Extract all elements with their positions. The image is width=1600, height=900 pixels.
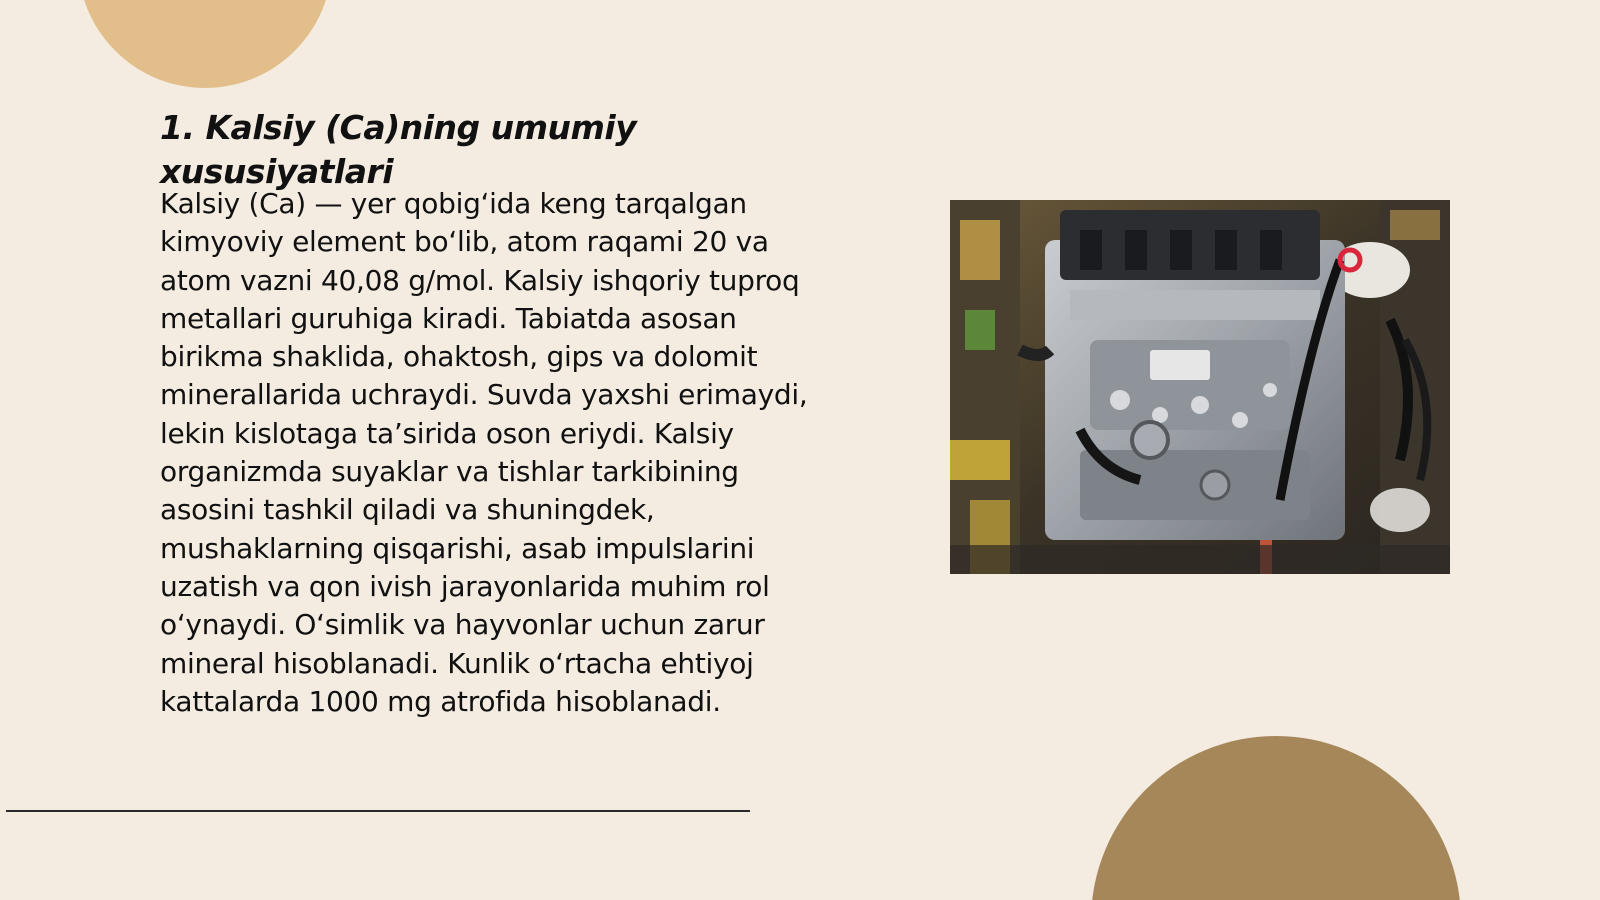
decorative-circle-top — [78, 0, 332, 88]
engine-photo — [950, 200, 1450, 574]
divider-line — [6, 810, 750, 812]
slide-title: 1. Kalsiy (Ca)ning umumiy xususiyatlari — [160, 108, 637, 191]
decorative-circle-bottom — [1091, 736, 1461, 900]
slide-body-text: Kalsiy (Ca) — yer qobigʻida keng tarqalgan kimyoviy element boʻlib, atom raqami 20 va atom vazni 40,08 g/mol. Kalsiy ishqoriy tuproq metallari guruhiga kiradi. Tabiatda asosan birikma shaklida, ohaktosh, gips va dolomit minerallarida uchraydi. Suvda yaxshi erimaydi, lekin kislotaga ta’sirida oson eriydi. Kalsiy organizmda suyaklar va tishlar tarkibining asosini tashkil qiladi va shuningdek, mushaklarning qisqarishi, asab impulslarini uzatish va qon ivish jarayonlarida muhim rol oʻynaydi. Oʻsimlik va hayvonlar uchun zarur mineral hisoblanadi. Kunlik oʻrtacha ehtiyoj kattalarda 1000 mg atrofida hisoblanadi. — [160, 187, 808, 718]
